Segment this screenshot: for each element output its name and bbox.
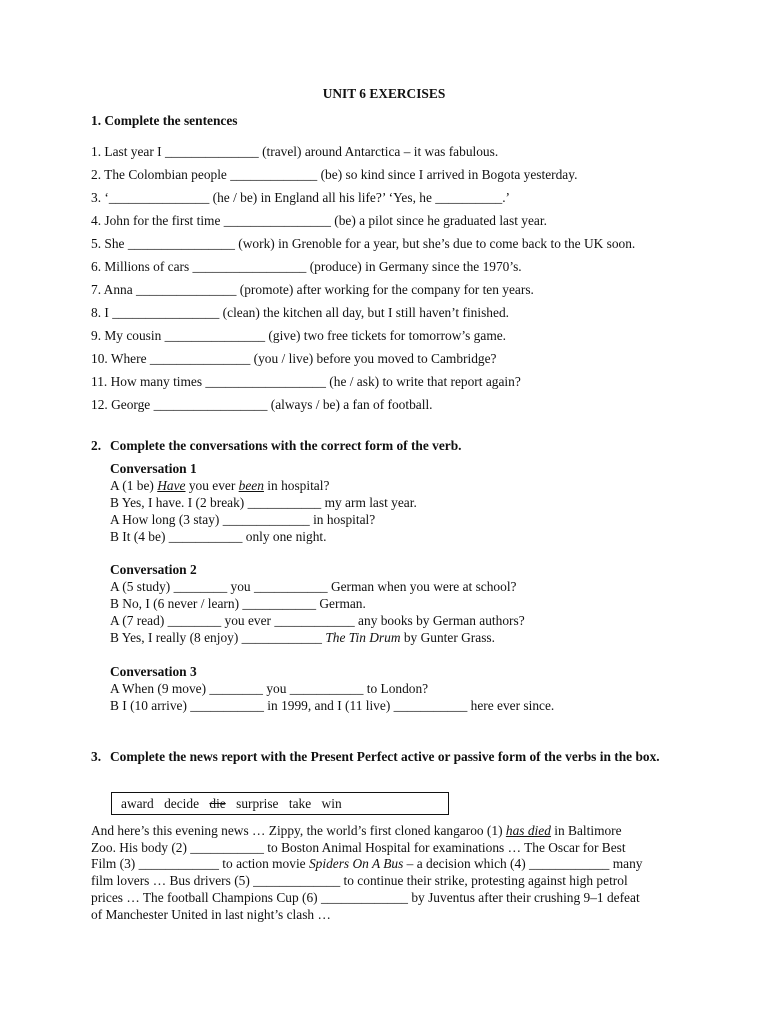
sentence-item: 11. How many times __________________ (he / ask) to write that report again?: [91, 374, 521, 389]
conversation-3: [110, 663, 554, 714]
sentence-item: 2. The Colombian people _____________ (be) so kind since I arrived in Bogota yesterday.: [91, 167, 578, 182]
conversation-line: B No, I (6 never / learn) ___________ German.: [110, 596, 366, 611]
section3-number: 3.: [91, 749, 102, 764]
news-line: film lovers … Bus drivers (5) _____________ to continue their strike, protesting against high petrol: [91, 873, 628, 889]
sentence-item: 4. John for the first time ________________ (be) a pilot since he graduated last year.: [91, 213, 547, 228]
conversation-line: A (5 study) ________ you ___________ German when you were at school?: [110, 579, 517, 594]
conversation-1: [110, 460, 417, 545]
sentence-item: 8. I ________________ (clean) the kitchen all day, but I still haven’t finished.: [91, 305, 509, 320]
book-title: The Tin Drum: [325, 630, 401, 645]
verb-word: take: [288, 796, 312, 811]
verb-word: surprise: [236, 796, 279, 811]
line-text: – a decision which (4) ____________ many: [403, 856, 643, 872]
section1-sentence-list: [91, 143, 635, 419]
conversation-line: A How long (3 stay) _____________ in hospital?: [110, 512, 376, 527]
line-text: in hospital?: [263, 478, 330, 493]
section3-heading: [91, 748, 691, 765]
section2-number: 2.: [91, 438, 102, 453]
conversation-line: B I (10 arrive) ___________ in 1999, and I (11 live) ___________ here ever since.: [110, 698, 555, 713]
verb-word: decide: [164, 796, 200, 811]
sentence-item: 1. Last year I ______________ (travel) around Antarctica – it was fabulous.: [91, 144, 499, 159]
sentence-item: 10. Where _______________ (you / live) before you moved to Cambridge?: [91, 351, 497, 366]
conversation-line: B Yes, I have. I (2 break) ___________ my arm last year.: [110, 495, 417, 510]
news-line: Zoo. His body (2) ___________ to Boston Animal Hospital for examinations … The Oscar for Best: [91, 839, 626, 855]
news-report: [91, 823, 691, 923]
news-line: [91, 823, 691, 840]
section3-heading-text: Complete the news report with the Present Perfect active or passive form of the verbs in the box.: [110, 749, 660, 764]
news-line: [91, 856, 691, 873]
conversation-line: A When (9 move) ________ you ___________ to London?: [110, 681, 429, 696]
line-text: A (1 be): [110, 478, 158, 493]
conversation-line: B It (4 be) ___________ only one night.: [110, 529, 327, 544]
verb-word: win: [321, 796, 342, 811]
conversation-2: [110, 561, 525, 646]
line-text: by Gunter Grass.: [400, 630, 495, 645]
example-answer: has died: [505, 823, 551, 838]
conversation-line: [110, 477, 417, 494]
section2-heading: [91, 437, 462, 454]
line-text: in Baltimore: [550, 823, 622, 838]
sentence-item: 9. My cousin _______________ (give) two free tickets for tomorrow’s game.: [91, 328, 507, 343]
conversation-line: A (7 read) ________ you ever ____________ any books by German authors?: [110, 613, 525, 628]
conversation-title: Conversation 3: [110, 664, 197, 679]
sentence-item: 5. She ________________ (work) in Grenoble for a year, but she’s due to come back to the UK soon.: [91, 236, 636, 251]
sentence-item: 6. Millions of cars _________________ (produce) in Germany since the 1970’s.: [91, 259, 522, 274]
line-text: And here’s this evening news … Zippy, the world’s first cloned kangaroo (1): [91, 823, 506, 838]
conversation-title: Conversation 2: [110, 562, 197, 577]
section2-heading-text: Complete the conversations with the correct form of the verb.: [110, 438, 462, 453]
sentence-item: 12. George _________________ (always / be) a fan of football.: [91, 397, 433, 412]
section1-heading: 1. Complete the sentences: [91, 113, 238, 128]
verb-word-crossed-out: die: [209, 796, 226, 811]
line-text: you ever: [185, 478, 239, 493]
sentence-item: 3. ‘_______________ (he / be) in England all his life?’ ‘Yes, he __________.’: [91, 190, 511, 205]
example-answer-have: Have: [157, 478, 186, 493]
news-line: of Manchester United in last night’s clash …: [91, 906, 331, 922]
line-text: Film (3) ____________ to action movie: [91, 856, 309, 872]
conversation-line: [110, 629, 525, 646]
page-title: UNIT 6 EXERCISES: [322, 86, 446, 101]
news-line: prices … The football Champions Cup (6) _____________ by Juventus after their crushing 9–1 defeat: [91, 889, 640, 905]
verb-word: award: [121, 796, 154, 811]
verb-box: [111, 792, 449, 815]
line-text: B Yes, I really (8 enjoy) ____________: [110, 630, 326, 645]
sentence-item: 7. Anna _______________ (promote) after working for the company for ten years.: [91, 282, 534, 297]
movie-title: Spiders On A Bus: [308, 856, 404, 872]
example-answer-been: been: [238, 478, 264, 493]
conversation-title: Conversation 1: [110, 461, 197, 476]
